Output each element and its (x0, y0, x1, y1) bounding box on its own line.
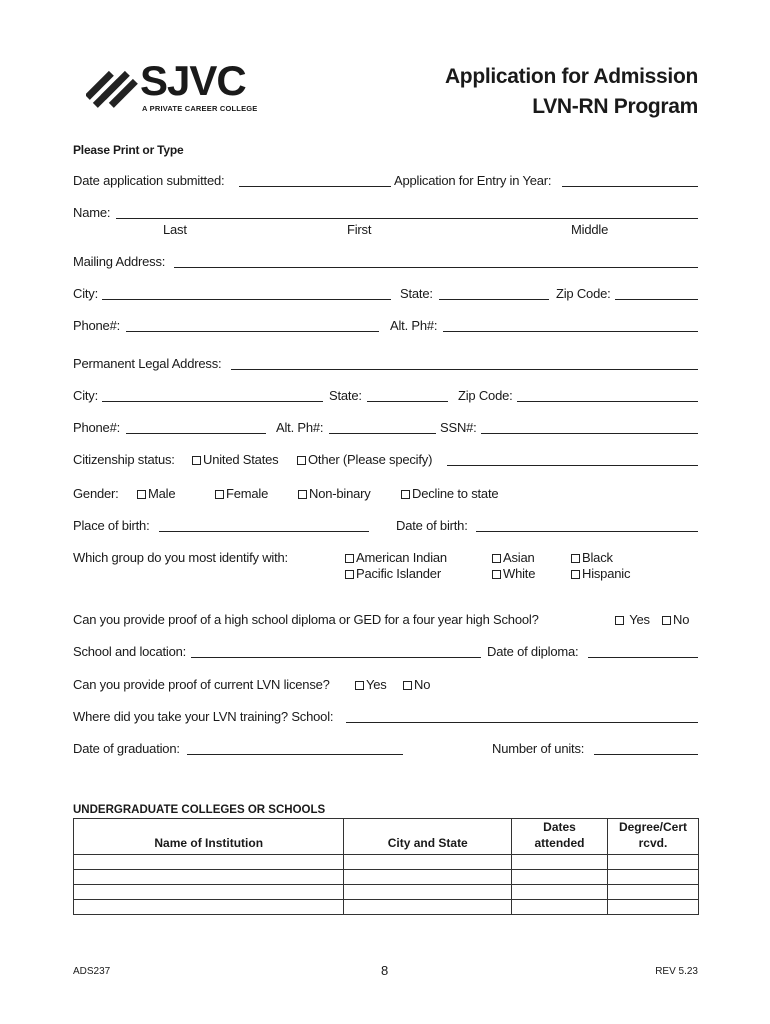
date-of-diploma-field[interactable] (588, 657, 698, 658)
permanent-zip-field[interactable] (517, 401, 698, 402)
group-asian-option[interactable]: Asian (492, 550, 535, 566)
date-submitted-label: Date application submitted: (73, 173, 225, 188)
date-of-birth-label: Date of birth: (396, 518, 468, 533)
checkbox[interactable] (401, 490, 410, 499)
table-cell[interactable] (74, 900, 344, 915)
city-field[interactable] (102, 299, 391, 300)
gender-decline-option[interactable]: Decline to state (401, 486, 498, 502)
permanent-phone-label: Phone#: (73, 420, 121, 435)
name-first-label: First (347, 222, 372, 237)
lvn-no-option[interactable]: No (403, 677, 430, 693)
checkbox[interactable] (492, 570, 501, 579)
colleges-heading: UNDERGRADUATE COLLEGES OR SCHOOLS (73, 804, 326, 816)
logo-name: SJVC (140, 57, 246, 104)
lvn-training-field[interactable] (346, 722, 698, 723)
column-header-city-state: City and State (344, 819, 512, 855)
place-of-birth-label: Place of birth: (73, 518, 150, 533)
date-of-diploma-label: Date of diploma: (487, 644, 579, 659)
table-header-row (74, 819, 699, 855)
checkbox[interactable] (137, 490, 146, 499)
form-code: ADS237 (73, 966, 111, 977)
group-black-option[interactable]: Black (571, 550, 613, 566)
column-header-dates: Dates attended (512, 819, 608, 855)
page-title-line2: LVN-RN Program (532, 95, 698, 118)
checkbox[interactable] (215, 490, 224, 499)
name-last-label: Last (163, 222, 187, 237)
date-graduation-label: Date of graduation: (73, 741, 180, 756)
colleges-table (73, 818, 699, 915)
ssn-field[interactable] (481, 433, 698, 434)
permanent-alt-phone-field[interactable] (329, 433, 436, 434)
logo (86, 57, 266, 120)
table-cell[interactable] (607, 885, 698, 900)
checkbox[interactable] (615, 616, 624, 625)
ssn-label: SSN#: (440, 420, 477, 435)
permanent-city-field[interactable] (102, 401, 323, 402)
table-cell[interactable] (607, 900, 698, 915)
checkbox[interactable] (355, 681, 364, 690)
school-location-label: School and location: (73, 644, 187, 659)
number-units-field[interactable] (594, 754, 698, 755)
number-units-label: Number of units: (492, 741, 585, 756)
citizenship-other-field[interactable] (447, 465, 698, 466)
table-cell[interactable] (74, 870, 344, 885)
checkbox[interactable] (662, 616, 671, 625)
lvn-yes-option[interactable]: Yes (355, 677, 387, 693)
mailing-address-label: Mailing Address: (73, 254, 166, 269)
group-pacific-islander-option[interactable]: Pacific Islander (345, 566, 441, 582)
alt-phone-label: Alt. Ph#: (390, 318, 438, 333)
name-field[interactable] (116, 218, 698, 219)
logo-tagline: A PRIVATE CAREER COLLEGE (142, 104, 258, 113)
page-number: 8 (381, 963, 389, 978)
citizenship-us-option[interactable]: United States (192, 452, 278, 468)
logo-mark-icon (86, 60, 138, 116)
table-cell[interactable] (512, 885, 608, 900)
diploma-no-option[interactable]: No (662, 612, 689, 628)
state-label: State: (400, 286, 433, 301)
table-cell[interactable] (74, 885, 344, 900)
date-submitted-field[interactable] (239, 186, 391, 187)
permanent-address-field[interactable] (231, 369, 698, 370)
permanent-alt-phone-label: Alt. Ph#: (276, 420, 324, 435)
table-cell[interactable] (607, 870, 698, 885)
table-cell[interactable] (512, 870, 608, 885)
checkbox[interactable] (571, 570, 580, 579)
permanent-phone-field[interactable] (126, 433, 266, 434)
checkbox[interactable] (403, 681, 412, 690)
page-title-line1: Application for Admission (444, 65, 698, 88)
entry-year-label: Application for Entry in Year: (394, 173, 552, 188)
checkbox[interactable] (297, 456, 306, 465)
gender-label: Gender: (73, 486, 119, 501)
name-label: Name: (73, 205, 111, 220)
column-header-institution: Name of Institution (74, 819, 344, 855)
phone-field[interactable] (126, 331, 379, 332)
place-of-birth-field[interactable] (159, 531, 369, 532)
checkbox[interactable] (298, 490, 307, 499)
citizenship-label: Citizenship status: (73, 452, 175, 467)
citizenship-other-option[interactable]: Other (Please specify) (297, 452, 432, 468)
zip-label: Zip Code: (556, 286, 611, 301)
city-label: City: (73, 286, 99, 301)
table-row[interactable] (74, 855, 699, 870)
permanent-state-field[interactable] (367, 401, 448, 402)
gender-nonbinary-option[interactable]: Non-binary (298, 486, 371, 502)
gender-male-option[interactable]: Male (137, 486, 175, 502)
table-row[interactable] (74, 900, 699, 915)
diploma-yes-option[interactable]: Yes (615, 612, 650, 628)
group-american-indian-option[interactable]: American Indian (345, 550, 447, 566)
group-white-option[interactable]: White (492, 566, 535, 582)
zip-field[interactable] (615, 299, 698, 300)
permanent-zip-label: Zip Code: (458, 388, 513, 403)
lvn-training-label: Where did you take your LVN training? School: (73, 709, 334, 724)
mailing-address-field[interactable] (174, 267, 698, 268)
checkbox[interactable] (345, 570, 354, 579)
table-cell[interactable] (344, 900, 512, 915)
group-question: Which group do you most identify with: (73, 550, 288, 565)
table-cell[interactable] (344, 870, 512, 885)
checkbox[interactable] (571, 554, 580, 563)
table-row[interactable] (74, 885, 699, 900)
school-location-field[interactable] (191, 657, 481, 658)
permanent-state-label: State: (329, 388, 362, 403)
column-header-degree: Degree/Cert rcvd. (607, 819, 698, 855)
checkbox[interactable] (345, 554, 354, 563)
permanent-address-label: Permanent Legal Address: (73, 356, 222, 371)
name-middle-label: Middle (571, 222, 609, 237)
checkbox[interactable] (492, 554, 501, 563)
state-field[interactable] (439, 299, 549, 300)
table-cell[interactable] (607, 855, 698, 870)
table-row[interactable] (74, 870, 699, 885)
diploma-question: Can you provide proof of a high school diploma or GED for a four year high School? (73, 612, 539, 627)
checkbox[interactable] (192, 456, 201, 465)
table-cell[interactable] (74, 855, 344, 870)
date-of-birth-field[interactable] (476, 531, 698, 532)
entry-year-field[interactable] (562, 186, 698, 187)
instruction: Please Print or Type (73, 143, 184, 157)
date-graduation-field[interactable] (187, 754, 403, 755)
group-hispanic-option[interactable]: Hispanic (571, 566, 630, 582)
page-title (445, 62, 698, 122)
phone-label: Phone#: (73, 318, 121, 333)
table-cell[interactable] (512, 900, 608, 915)
table-cell[interactable] (512, 855, 608, 870)
gender-female-option[interactable]: Female (215, 486, 268, 502)
revision: REV 5.23 (655, 966, 698, 977)
lvn-question: Can you provide proof of current LVN license? (73, 677, 330, 692)
alt-phone-field[interactable] (443, 331, 698, 332)
table-cell[interactable] (344, 855, 512, 870)
table-cell[interactable] (344, 885, 512, 900)
permanent-city-label: City: (73, 388, 99, 403)
